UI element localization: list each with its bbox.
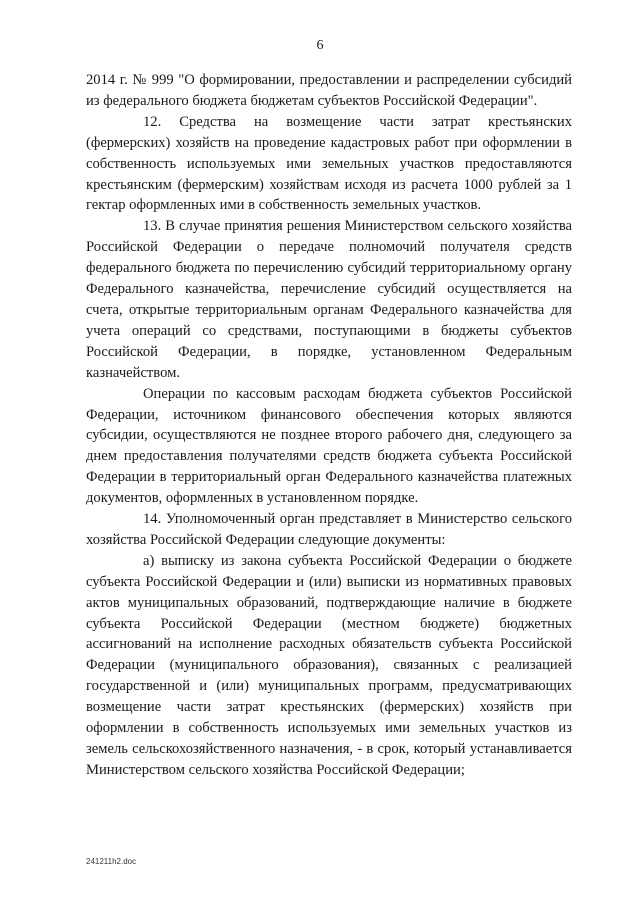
paragraph-14: 14. Уполномоченный орган представляет в Министерство сельского хозяйства Российской Федерации следующие документы: [86,511,572,548]
paragraph-14-a: а) выписку из закона субъекта Российской Федерации о бюджете субъекта Российской Федерации и (или) выписки из нормативных правовых актов муниципальных образований, подтверждающие наличие в бюджете субъекта Российской Федерации (местном бюджете) бюджетных ассигнований на исполнение расходных обязательств субъекта Российской Федерации (муниципального образования), связанных с реализацией государственной и (или) муниципальных программ, предусматривающих возмещение части затрат крестьянских (фермерских) хозяйств при оформлении в собственность используемых ими земельных участков из земель сельскохозяйственного назначения, - в срок, который устанавливается Министерством сельского хозяйства Российской Федерации; [86,552,572,778]
paragraph-13: 13. В случае принятия решения Министерством сельского хозяйства Российской Федерации о передаче полномочий получателя средств федерального бюджета по перечислению субсидий территориальному органу Федерального казначейства, перечисление субсидий осуществляется на счета, открытые территориальным органам Федерального казначейства для учета операций со средствами, поступающими в бюджеты субъектов Российской Федерации, в порядке, установленном Федеральным казначейством. [86,218,572,381]
paragraph-continuation: 2014 г. № 999 "О формировании, предоставлении и распределении субсидий из федерального бюджета бюджетам субъектов Российской Федерации". [86,72,572,109]
paragraph-cash-operations: Операции по кассовым расходам бюджета субъектов Российской Федерации, источником финансового обеспечения которых являются субсидии, осуществляются не позднее второго рабочего дня, следующего за днем предоставления получателями средств бюджета субъекта Российской Федерации в территориальный орган Федерального казначейства платежных документов, оформленных в установленном порядке. [86,385,572,507]
document-body [86,70,572,781]
paragraph-12: 12. Средства на возмещение части затрат крестьянских (фермерских) хозяйств на проведение кадастровых работ при оформлении в собственность используемых ими земельных участков предоставляются крестьянским (фермерским) хозяйствам исходя из расчета 1000 рублей за 1 гектар оформленных ими в собственность земельных участков. [86,113,572,214]
document-footer: 241211h2.doc [86,857,137,866]
page-number: 6 [316,38,324,53]
